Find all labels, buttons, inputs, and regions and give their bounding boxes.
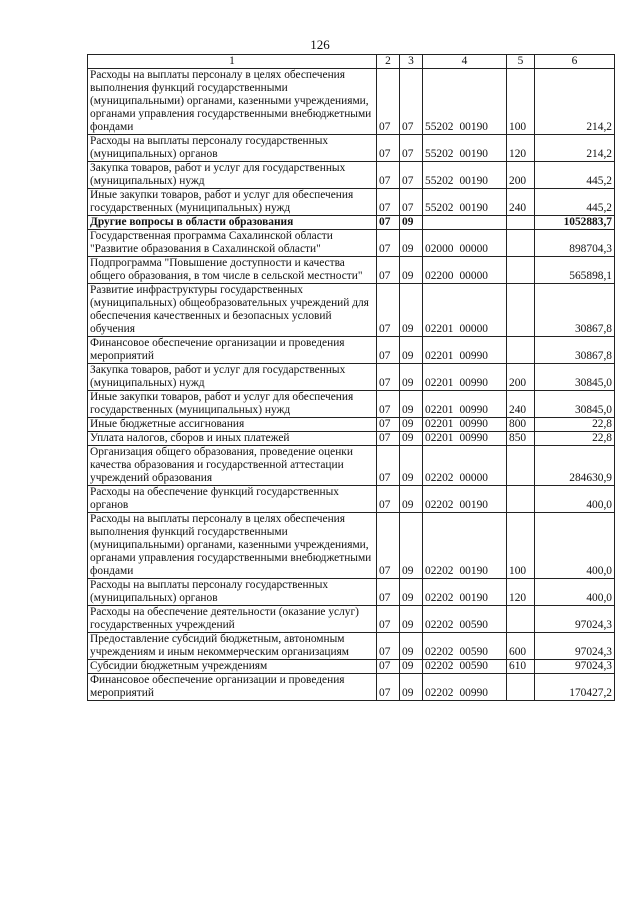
target-article-cell <box>423 513 507 579</box>
section-code-cell: 07 <box>377 432 400 446</box>
program-code: 02202 <box>425 619 454 631</box>
expense-name-cell: Закупка товаров, работ и услуг для государственных (муниципальных) нужд <box>88 162 377 189</box>
table-row <box>88 432 615 446</box>
target-article-cell <box>423 257 507 284</box>
expense-name-cell: Финансовое обеспечение организации и проведения мероприятий <box>88 337 377 364</box>
program-code: 02202 <box>425 687 454 699</box>
subsection-code-cell: 09 <box>400 513 423 579</box>
direction-code: 00590 <box>459 619 488 631</box>
target-article-cell <box>423 486 507 513</box>
section-code-cell: 07 <box>377 446 400 486</box>
direction-code: 00000 <box>459 270 488 282</box>
amount-cell: 170427,2 <box>535 674 615 701</box>
direction-code: 00000 <box>459 472 488 484</box>
expense-type-cell: 200 <box>507 364 535 391</box>
subsection-code-cell: 07 <box>400 69 423 135</box>
expense-name-cell: Другие вопросы в области образования <box>88 216 377 230</box>
expense-type-cell: 240 <box>507 189 535 216</box>
expense-name-cell: Уплата налогов, сборов и иных платежей <box>88 432 377 446</box>
direction-code: 00190 <box>459 148 488 160</box>
subsection-code-cell: 09 <box>400 216 423 230</box>
amount-cell: 400,0 <box>535 513 615 579</box>
section-code-cell: 07 <box>377 579 400 606</box>
table-row <box>88 486 615 513</box>
amount-cell: 898704,3 <box>535 230 615 257</box>
direction-code: 00990 <box>459 350 488 362</box>
section-code-cell: 07 <box>377 606 400 633</box>
amount-cell: 214,2 <box>535 69 615 135</box>
subsection-code-cell: 09 <box>400 284 423 337</box>
program-code: 02201 <box>425 377 454 389</box>
section-code-cell: 07 <box>377 660 400 674</box>
amount-cell: 284630,9 <box>535 446 615 486</box>
expense-name-cell: Иные бюджетные ассигнования <box>88 418 377 432</box>
direction-code: 00190 <box>459 499 488 511</box>
table-row <box>88 418 615 432</box>
page-number: 126 <box>310 37 330 52</box>
table-row <box>88 674 615 701</box>
table-body <box>88 69 615 701</box>
section-code-cell: 07 <box>377 513 400 579</box>
program-code: 02201 <box>425 404 454 416</box>
column-header: 2 <box>377 55 400 69</box>
direction-code: 00990 <box>459 687 488 699</box>
direction-code: 00000 <box>459 243 488 255</box>
program-code: 55202 <box>425 121 454 133</box>
expense-name-cell: Расходы на выплаты персоналу в целях обеспечения выполнения функций государственными (муниципальными) органами, казенными учреждениями, органами управления государственными внебюджетными фондами <box>88 513 377 579</box>
program-code: 02000 <box>425 243 454 255</box>
target-article-cell <box>423 432 507 446</box>
table-row <box>88 364 615 391</box>
program-code: 55202 <box>425 175 454 187</box>
column-header: 5 <box>507 55 535 69</box>
expense-name-cell: Расходы на выплаты персоналу в целях обеспечения выполнения функций государственными (муниципальными) органами, казенными учреждениями, органами управления государственными внебюджетными фондами <box>88 69 377 135</box>
direction-code: 00190 <box>459 592 488 604</box>
program-code: 55202 <box>425 148 454 160</box>
subsection-code-cell: 09 <box>400 579 423 606</box>
program-code: 02202 <box>425 592 454 604</box>
amount-cell: 445,2 <box>535 162 615 189</box>
table-row <box>88 513 615 579</box>
direction-code: 00190 <box>459 121 488 133</box>
subsection-code-cell: 09 <box>400 418 423 432</box>
subsection-code-cell: 09 <box>400 391 423 418</box>
table-row <box>88 257 615 284</box>
target-article-cell <box>423 418 507 432</box>
section-code-cell: 07 <box>377 633 400 660</box>
expense-type-cell: 610 <box>507 660 535 674</box>
direction-code: 00000 <box>459 323 488 335</box>
target-article-cell <box>423 391 507 418</box>
target-article-cell <box>423 189 507 216</box>
section-code-cell: 07 <box>377 162 400 189</box>
amount-cell: 400,0 <box>535 579 615 606</box>
table-row <box>88 660 615 674</box>
subsection-code-cell: 09 <box>400 230 423 257</box>
table-row <box>88 69 615 135</box>
table-row <box>88 135 615 162</box>
subsection-code-cell: 09 <box>400 660 423 674</box>
table-row <box>88 391 615 418</box>
amount-cell: 97024,3 <box>535 633 615 660</box>
section-code-cell: 07 <box>377 257 400 284</box>
expense-type-cell <box>507 216 535 230</box>
amount-cell: 214,2 <box>535 135 615 162</box>
program-code: 02202 <box>425 646 454 658</box>
section-code-cell: 07 <box>377 216 400 230</box>
expense-type-cell <box>507 606 535 633</box>
section-code-cell: 07 <box>377 230 400 257</box>
expense-type-cell <box>507 257 535 284</box>
program-code: 02202 <box>425 472 454 484</box>
section-code-cell: 07 <box>377 189 400 216</box>
subsection-code-cell: 07 <box>400 189 423 216</box>
target-article-cell <box>423 446 507 486</box>
amount-cell: 97024,3 <box>535 660 615 674</box>
program-code: 02202 <box>425 499 454 511</box>
amount-cell: 1052883,7 <box>535 216 615 230</box>
program-code: 55202 <box>425 202 454 214</box>
subsection-code-cell: 09 <box>400 432 423 446</box>
target-article-cell <box>423 674 507 701</box>
section-code-cell: 07 <box>377 284 400 337</box>
expense-type-cell <box>507 284 535 337</box>
expense-name-cell: Организация общего образования, проведение оценки качества образования и государственной аттестации учреждений образования <box>88 446 377 486</box>
expense-name-cell: Подпрограмма "Повышение доступности и качества общего образования, в том числе в сельской местности" <box>88 257 377 284</box>
expense-type-cell: 200 <box>507 162 535 189</box>
target-article-cell <box>423 69 507 135</box>
expense-name-cell: Государственная программа Сахалинской области "Развитие образования в Сахалинской области" <box>88 230 377 257</box>
program-code: 02200 <box>425 270 454 282</box>
table-row <box>88 337 615 364</box>
table-row <box>88 284 615 337</box>
direction-code: 00990 <box>459 377 488 389</box>
subsection-code-cell: 09 <box>400 364 423 391</box>
amount-cell: 30867,8 <box>535 284 615 337</box>
subsection-code-cell: 09 <box>400 337 423 364</box>
target-article-cell <box>423 364 507 391</box>
expense-name-cell: Расходы на обеспечение функций государственных органов <box>88 486 377 513</box>
target-article-cell <box>423 284 507 337</box>
expense-type-cell: 600 <box>507 633 535 660</box>
program-code: 02201 <box>425 323 454 335</box>
subsection-code-cell: 09 <box>400 446 423 486</box>
amount-cell: 30867,8 <box>535 337 615 364</box>
table-header-row <box>88 55 615 69</box>
direction-code: 00590 <box>459 660 488 672</box>
expense-type-cell: 120 <box>507 579 535 606</box>
direction-code: 00190 <box>459 565 488 577</box>
amount-cell: 30845,0 <box>535 391 615 418</box>
expense-name-cell: Субсидии бюджетным учреждениям <box>88 660 377 674</box>
subsection-code-cell: 07 <box>400 162 423 189</box>
expense-type-cell <box>507 446 535 486</box>
subsection-code-cell: 07 <box>400 135 423 162</box>
table-row <box>88 216 615 230</box>
target-article-cell <box>423 606 507 633</box>
expense-type-cell: 240 <box>507 391 535 418</box>
expense-name-cell: Предоставление субсидий бюджетным, автономным учреждениям и иным некоммерческим организациям <box>88 633 377 660</box>
direction-code: 00990 <box>459 404 488 416</box>
expense-name-cell: Расходы на выплаты персоналу государственных (муниципальных) органов <box>88 579 377 606</box>
direction-code: 00590 <box>459 646 488 658</box>
subsection-code-cell: 09 <box>400 674 423 701</box>
subsection-code-cell: 09 <box>400 606 423 633</box>
expense-type-cell <box>507 486 535 513</box>
direction-code: 00190 <box>459 202 488 214</box>
expense-type-cell <box>507 674 535 701</box>
expense-type-cell <box>507 230 535 257</box>
target-article-cell <box>423 162 507 189</box>
expense-type-cell <box>507 337 535 364</box>
amount-cell: 22,8 <box>535 418 615 432</box>
target-article-cell <box>423 230 507 257</box>
program-code: 02201 <box>425 432 454 444</box>
expense-type-cell: 120 <box>507 135 535 162</box>
direction-code: 00990 <box>459 432 488 444</box>
column-header: 6 <box>535 55 615 69</box>
subsection-code-cell: 09 <box>400 633 423 660</box>
section-code-cell: 07 <box>377 337 400 364</box>
section-code-cell: 07 <box>377 486 400 513</box>
expense-type-cell: 100 <box>507 513 535 579</box>
amount-cell: 97024,3 <box>535 606 615 633</box>
expense-name-cell: Расходы на выплаты персоналу государственных (муниципальных) органов <box>88 135 377 162</box>
amount-cell: 22,8 <box>535 432 615 446</box>
direction-code: 00190 <box>459 175 488 187</box>
subsection-code-cell: 09 <box>400 257 423 284</box>
section-code-cell: 07 <box>377 69 400 135</box>
target-article-cell <box>423 216 507 230</box>
table-row <box>88 633 615 660</box>
table-row <box>88 579 615 606</box>
direction-code: 00990 <box>459 418 488 430</box>
section-code-cell: 07 <box>377 391 400 418</box>
expense-type-cell: 800 <box>507 418 535 432</box>
expense-name-cell: Финансовое обеспечение организации и проведения мероприятий <box>88 674 377 701</box>
target-article-cell <box>423 633 507 660</box>
program-code: 02201 <box>425 350 454 362</box>
amount-cell: 445,2 <box>535 189 615 216</box>
target-article-cell <box>423 135 507 162</box>
expense-name-cell: Иные закупки товаров, работ и услуг для обеспечения государственных (муниципальных) нужд <box>88 189 377 216</box>
table-row <box>88 606 615 633</box>
target-article-cell <box>423 579 507 606</box>
expense-type-cell: 850 <box>507 432 535 446</box>
target-article-cell <box>423 660 507 674</box>
amount-cell: 30845,0 <box>535 364 615 391</box>
section-code-cell: 07 <box>377 674 400 701</box>
program-code: 02201 <box>425 418 454 430</box>
table-row <box>88 162 615 189</box>
amount-cell: 565898,1 <box>535 257 615 284</box>
table-row <box>88 189 615 216</box>
program-code: 02202 <box>425 660 454 672</box>
amount-cell: 400,0 <box>535 486 615 513</box>
table-row <box>88 230 615 257</box>
expense-name-cell: Расходы на обеспечение деятельности (оказание услуг) государственных учреждений <box>88 606 377 633</box>
column-header: 1 <box>88 55 377 69</box>
expense-type-cell: 100 <box>507 69 535 135</box>
target-article-cell <box>423 337 507 364</box>
expense-name-cell: Развитие инфраструктуры государственных (муниципальных) общеобразовательных учреждений для обеспечения качественных и безопасных условий обучения <box>88 284 377 337</box>
section-code-cell: 07 <box>377 135 400 162</box>
program-code: 02202 <box>425 565 454 577</box>
column-header: 3 <box>400 55 423 69</box>
expense-name-cell: Иные закупки товаров, работ и услуг для обеспечения государственных (муниципальных) нужд <box>88 391 377 418</box>
section-code-cell: 07 <box>377 418 400 432</box>
expense-name-cell: Закупка товаров, работ и услуг для государственных (муниципальных) нужд <box>88 364 377 391</box>
table-row <box>88 446 615 486</box>
subsection-code-cell: 09 <box>400 486 423 513</box>
section-code-cell: 07 <box>377 364 400 391</box>
column-header: 4 <box>423 55 507 69</box>
budget-table <box>87 54 615 701</box>
